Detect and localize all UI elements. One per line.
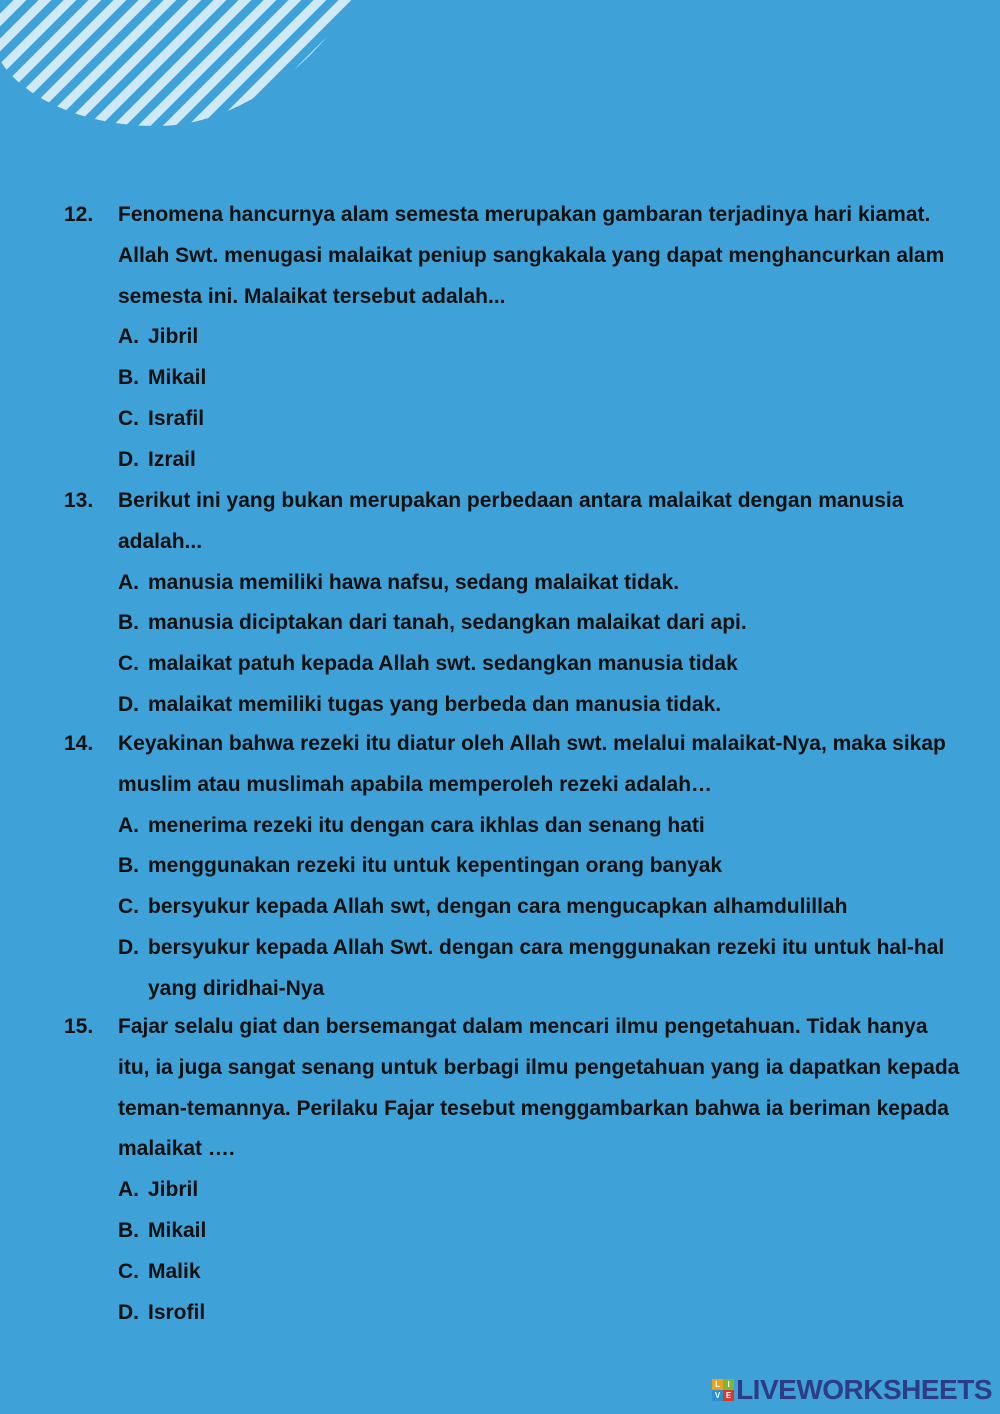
option-c[interactable] xyxy=(118,644,964,685)
option-letter: C. xyxy=(118,1259,139,1283)
option-letter: D. xyxy=(118,692,139,716)
option-b[interactable] xyxy=(118,1211,964,1252)
option-text: manusia memiliki hawa nafsu, sedang malaikat tidak. xyxy=(148,570,680,594)
question-12 xyxy=(64,195,964,481)
option-text: menggunakan rezeki itu untuk kepentingan orang banyak xyxy=(148,854,723,878)
question-number: 13. xyxy=(64,489,94,512)
logo-text: LIVEWORKSHEETS xyxy=(736,1374,992,1405)
option-c[interactable] xyxy=(118,887,964,928)
option-letter: C. xyxy=(118,895,139,919)
option-b[interactable] xyxy=(118,358,964,399)
option-b[interactable] xyxy=(118,603,964,644)
logo-mark-letter: L xyxy=(712,1379,723,1390)
option-text: Mikail xyxy=(148,366,207,390)
liveworksheets-logo[interactable] xyxy=(712,1372,992,1408)
option-letter: B. xyxy=(118,611,139,635)
logo-mark-letter: V xyxy=(712,1390,723,1401)
option-text: Mikail xyxy=(148,1218,207,1242)
option-text: malaikat patuh kepada Allah swt. sedangkan manusia tidak xyxy=(148,652,738,676)
liveworksheets-logo-icon xyxy=(712,1379,734,1401)
question-text: Fajar selalu giat dan bersemangat dalam mencari ilmu pengetahuan. Tidak hanya itu, ia juga sangat senang untuk berbagi ilmu pengetahuan yang ia dapatkan kepada teman-temannya. Perilaku Fajar tesebut menggambarkan bahwa ia beriman kepada malaikat …. xyxy=(118,1015,960,1161)
option-letter: B. xyxy=(118,854,139,878)
option-letter: D. xyxy=(118,935,139,959)
question-13 xyxy=(64,481,964,726)
option-letter: A. xyxy=(118,1178,139,1202)
option-text: Jibril xyxy=(148,1178,199,1202)
option-c[interactable] xyxy=(118,399,964,440)
question-number: 12. xyxy=(64,203,94,226)
option-c[interactable] xyxy=(118,1252,964,1293)
option-b[interactable] xyxy=(118,846,964,887)
question-15 xyxy=(64,1007,964,1333)
option-d[interactable] xyxy=(118,685,964,726)
question-text: Keyakinan bahwa rezeki itu diatur oleh Allah swt. melalui malaikat-Nya, maka sikap muslim atau muslimah apabila memperoleh rezeki adalah… xyxy=(118,732,946,796)
option-text: Jibril xyxy=(148,325,199,349)
option-text: menerima rezeki itu dengan cara ikhlas dan senang hati xyxy=(148,813,705,837)
option-text: bersyukur kepada Allah Swt. dengan cara menggunakan rezeki itu untuk hal-hal yang diridhai-Nya xyxy=(148,935,945,1000)
option-d[interactable] xyxy=(118,440,964,481)
striped-arc-decoration xyxy=(0,0,360,130)
logo-mark-letter: E xyxy=(723,1390,734,1401)
option-text: Israfil xyxy=(148,406,205,430)
question-number: 15. xyxy=(64,1015,94,1038)
option-letter: D. xyxy=(118,447,139,471)
option-text: manusia diciptakan dari tanah, sedangkan malaikat dari api. xyxy=(148,611,747,635)
logo-mark-letter: I xyxy=(723,1379,734,1390)
option-d[interactable] xyxy=(118,928,964,1010)
option-text: Izrail xyxy=(148,447,196,471)
option-letter: B. xyxy=(118,1218,139,1242)
option-letter: A. xyxy=(118,325,139,349)
question-number: 14. xyxy=(64,732,94,755)
option-letter: C. xyxy=(118,652,139,676)
option-a[interactable] xyxy=(118,806,964,847)
option-a[interactable] xyxy=(118,1170,964,1211)
option-a[interactable] xyxy=(118,563,964,604)
option-text: Malik xyxy=(148,1259,201,1283)
option-text: Isrofil xyxy=(148,1300,206,1324)
question-14 xyxy=(64,724,964,1010)
option-d[interactable] xyxy=(118,1293,964,1334)
question-text: Berikut ini yang bukan merupakan perbedaan antara malaikat dengan manusia adalah... xyxy=(118,489,904,553)
option-letter: B. xyxy=(118,366,139,390)
option-text: malaikat memiliki tugas yang berbeda dan manusia tidak. xyxy=(148,692,722,716)
question-text: Fenomena hancurnya alam semesta merupakan gambaran terjadinya hari kiamat. Allah Swt. menugasi malaikat peniup sangkakala yang dapat menghancurkan alam semesta ini. Malaikat tersebut adalah... xyxy=(118,203,945,308)
option-letter: A. xyxy=(118,570,139,594)
option-letter: C. xyxy=(118,406,139,430)
option-text: bersyukur kepada Allah swt, dengan cara mengucapkan alhamdulillah xyxy=(148,895,848,919)
option-a[interactable] xyxy=(118,317,964,358)
option-letter: A. xyxy=(118,813,139,837)
option-letter: D. xyxy=(118,1300,139,1324)
